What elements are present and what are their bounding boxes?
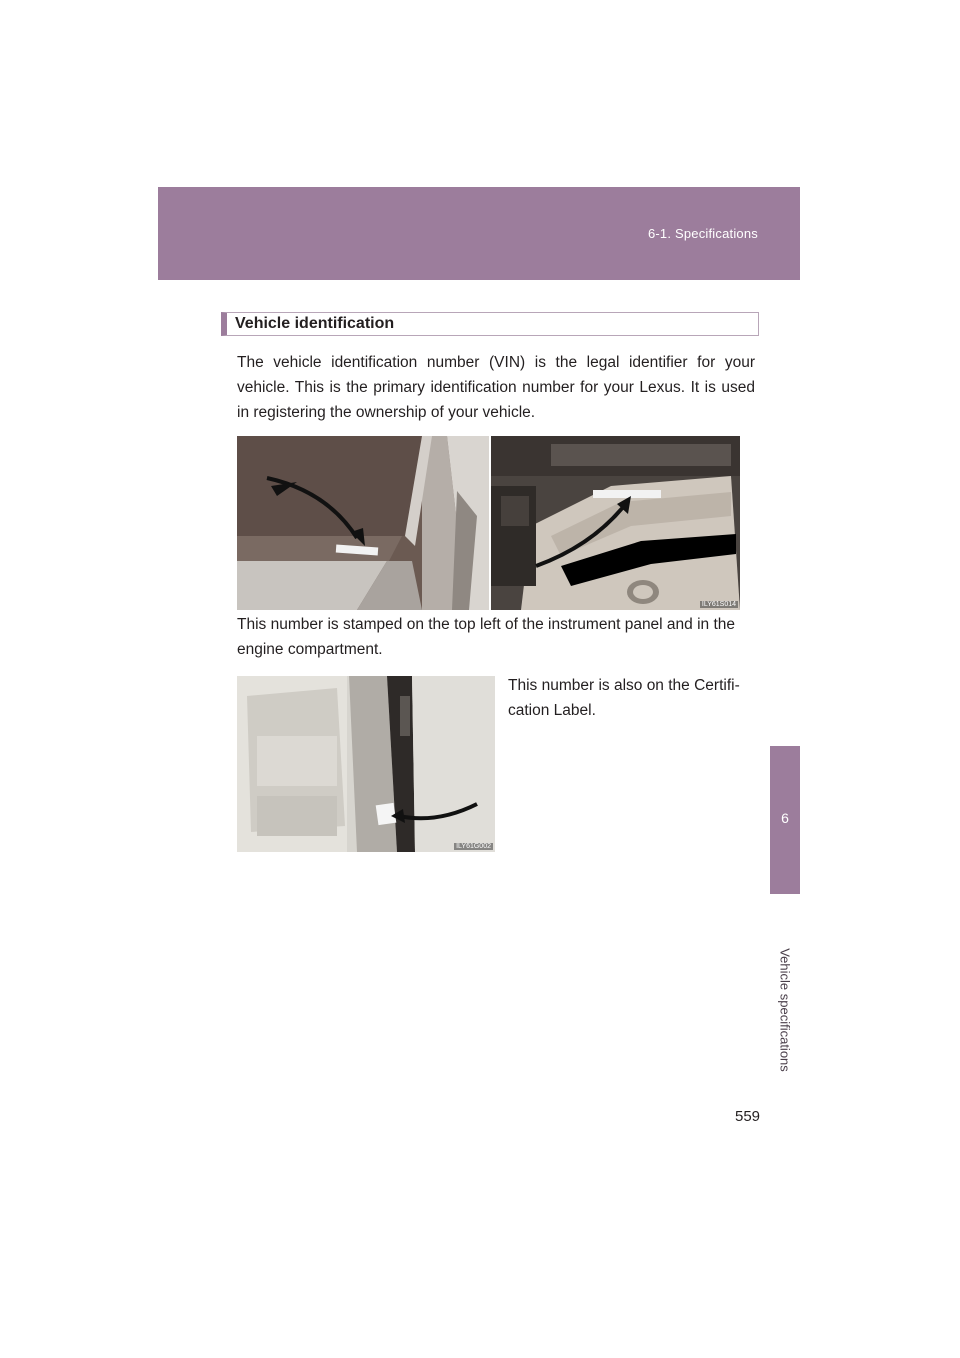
header-bar — [158, 187, 800, 280]
door-pillar-photo — [237, 676, 495, 852]
chapter-number: 6 — [781, 810, 789, 826]
location-paragraph: This number is stamped on the top left of the instrument panel and in the engine compartment. — [237, 616, 736, 658]
engine-vin-photo — [491, 436, 740, 610]
page-number: 559 — [735, 1108, 761, 1125]
section-heading — [221, 312, 759, 336]
certification-paragraph: This number is also on the Certifi- cation Label. — [508, 677, 740, 719]
heading-text: Vehicle identification — [235, 315, 395, 332]
section-title: 6-1. Specifications — [647, 226, 758, 241]
chapter-title: Vehicle specifications — [777, 948, 793, 1072]
figure-code: ILY61G002 — [456, 843, 491, 850]
chapter-tab — [770, 746, 800, 894]
figure-code: ILY61S014 — [701, 601, 736, 608]
intro-paragraph: The vehicle identification number (VIN) is the legal identifier for your vehicle. This is the primary identification number for your Lexus. It is used in registering the ownership of your vehicle. — [237, 354, 755, 421]
dashboard-vin-photo — [237, 436, 489, 610]
